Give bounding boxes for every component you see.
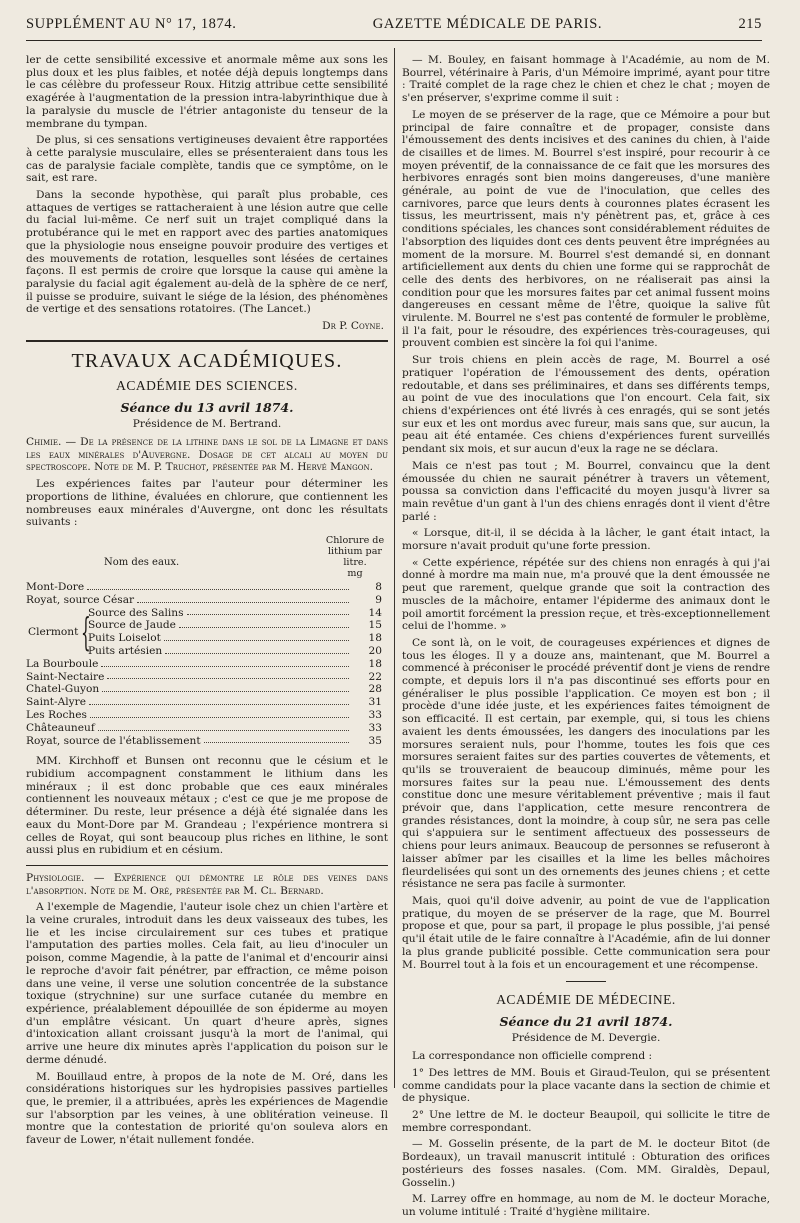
table-rows-after [26,658,388,748]
paragraph: Sur trois chiens en plein accès de rage, M. Bourrel a osé pratiquer l'opération de l'émoussement des dents, opération redoutable, et dans ses préliminaires, et dans ses différents temps, au point de vue des inoculations que l'on encourt. Cela fait, six chiens d'expériences ont été livrés à ces enragés, qui se sont jetés sur eux et les ont mordus avec fureur, mais sans que, sur aucun, la peau ait été entamée. Ces chiens d'expériences furent surveillés pendant six mois, et sur aucun d'eux la rage ne se déclara. [402,354,770,456]
paragraph: — M. Bouley, en faisant hommage à l'Académie, au nom de M. Bourrel, vétérinaire à Paris, d'un Mémoire imprimé, ayant pour titre : Traité complet de la rage chez le chien et chez le chat ; moyen de s'en préserver, s'exprime comme il suit : [402,54,771,105]
leader-dots [102,683,349,692]
table-row [26,722,388,735]
quote: « Cette expérience, répétée sur des chiens non enragés à qui j'ai donné à mordre ma main nue, m'a prouvé que la dent émoussée ne peut que rarement, quelque grande que soit la contraction des muscles de la mâchoire, entamer l'épiderme des animaux dont le poil amortit forcément la pression reçue, et très-exceptionnellement celui de l'homme. » [402,556,770,633]
header-rule [26,40,762,41]
paragraph: M. Bouillaud entre, à propos de la note de M. Oré, dans les considérations historiques sur les hydropisies passives partielles que, le premier, il a attribuées, après les expériences de Magendie sur l'absorption par les veines, à une oblitération veineuse. Il montre que la contestation de priorité qu'on souleva alors en faveur de Lower, n'était nullement fondée. [26,1070,388,1147]
paragraph: 1° Des lettres de MM. Bouis et Giraud-Teulon, qui se présentent comme candidats pour la place vacante dans la section de chimie et de physique. [402,1066,770,1105]
water-name: Royat, source de l'établissement [26,734,201,747]
lithium-value: 20 [368,644,382,657]
lithium-value: 28 [368,683,382,696]
table-row [26,581,388,594]
chimie-heading: Chimie. — De la présence de la lithine dans le sol de la Limagne et dans les eaux minérales d'Auvergne. Dosage de cet alcali au moyen du spectroscope. Note de M. P. Truchot, présentée par M. Hervé Mangon. [26,436,388,474]
clermont-group [26,607,388,658]
clermont-name: Clermont [28,626,79,639]
water-name: Saint-Alyre [26,696,86,709]
water-name: Puits Loiselot [88,632,161,645]
water-name: Puits artésien [88,644,163,657]
water-name: Royat, source César [26,593,135,606]
leader-dots [107,671,349,680]
paragraph: Mais, quoi qu'il doive advenir, au point de vue de l'application pratique, du moyen de se préserver de la rage, que M. Bourrel propose et que, pour sa part, il propage le plus possible, j'ai pensé qu'il était utile de le faire connaître à l'Académie, afin de lui donner la plus grande publicité possible. Cette communication sera pour M. Bourrel tout à la fois et un encouragement et une récompense. [402,895,770,971]
lithium-value: 33 [368,721,382,734]
right-column [402,54,770,1223]
leader-dots [164,632,349,641]
leader-dots [101,658,349,667]
water-name: Les Roches [26,708,87,721]
table-row [88,632,388,645]
page-header [26,16,762,38]
table-row [88,645,388,658]
paragraph: Les expériences faites par l'auteur pour déterminer les proportions de lithine, évaluées en chlorure, que contiennent les nombreuses eaux minérales d'Auvergne, ont donc les résultats suivants : [26,478,388,529]
water-name: Source de Jaude [88,619,176,632]
table-col-name: Nom des eaux. [104,556,180,568]
leader-dots [137,594,349,603]
lithium-value: 35 [368,734,382,747]
paragraph: Ce sont là, on le voit, de courageuses expériences et dignes de tous les éloges. Il y a douze ans, maintenant, que M. Bourrel a commencé à préconiser le procédé préventif dont je viens de rendre compte, et depuis lors il n'a pas discontinué ses efforts pour en généraliser le plus possible l'application. Ce moyen est bon ; il procède d'une idée juste, et les expériences faites témoignent de son efficacité. Il est certain, par exemple, qui, si tous les chiens avaient les dents émoussées, les dangers des inoculations par les morsures seraient nuls, pour l'homme, toutes les fois que ces morsures seraient faites sur des parties couvertes de vêtements, et qu'ils se trouveraient de beaucoup diminués, même pour les morsures faites sur la peau nue. L'émoussement des dents constitue donc une mesure véritablement préventive ; mais il faut prévoir que, dans l'application, cette mesure rencontrera de grandes résistances, dont la moindre, à coup sûr, ne sera pas celle qui s'appuiera sur le sentiment affectueux des possesseurs de chiens pour leurs animaux. Beaucoup de personnes se refuseront à laisser abîmer par les cisailles et la lime les belles mâchoires fleurdelisées qui sont un des ornements des jeunes chiens ; et cette résistance ne sera pas facile à surmonter. [402,636,771,891]
table-rows-before [26,581,388,607]
table-row [26,683,388,696]
leader-dots [89,696,349,705]
water-name: Saint-Nectaire [26,670,105,683]
section-separator [26,865,388,866]
paragraph: A l'exemple de Magendie, l'auteur isole chez un chien l'artère et la veine crurales, introduit dans les deux vaisseaux des tubes, les lie et les incise circulairement sur ces tubes et pratique l'amputation des parties molles. Cela fait, au lieu d'inoculer un poison, comme Magendie, à la patte de l'animal et d'encourir ainsi le reproche d'avoir fait pénétrer, par effraction, ce même poison dans une veine, il verse une solution concentrée de la substance toxique (strychnine) sur une surface cutanée du membre en expérience, préalablement dépouillée de son épiderme au moyen d'un emplâtre vésicant. Un quart d'heure après, signes d'intoxication allant croissant jusqu'à la mort de l'animal, qui arrive une heure dix minutes après l'application du poison sur le derme dénudé. [26,901,388,1066]
lithium-value: 18 [368,632,382,645]
leader-dots [165,645,349,654]
rubric-title: TRAVAUX ACADÉMIQUES. [71,350,343,373]
physio-heading: Physiologie. — Expérience qui démontre le rôle des veines dans l'absorption. Note de M. Oré, présentée par M. Cl. Bernard. [26,871,388,897]
paragraph: Dans la seconde hypothèse, qui paraît plus probable, ces attaques de vertiges se rattacheraient à une lésion autre que celle du facial lui-même. Ce nerf suit un trajet compliqué dans la protubérance qui le met en rapport avec des parties anatomiques que la physiologie nous enseigne pouvoir produire des vertiges et des mouvements de rotation, lesquelles sont lésées de certaines façons. Il est permis de croire que lorsque la cause qui amène la paralysie du facial agit également au-delà de la sphère de ce nerf, il puisse se produire, suivant le siége de la lésion, des phénomènes de vertige et des sensations rotatoires. (The Lancet.) [26,189,388,316]
lithium-value: 9 [375,593,382,606]
signature: Dr P. Coyne. [322,320,384,333]
lithium-value: 8 [375,580,382,593]
paragraph: M. Larrey offre en hommage, au nom de M. le docteur Morache, un volume intitulé : Traité d'hygiène militaire. [402,1193,770,1218]
header-supplement: SUPPLÉMENT AU N° 17, 1874. [26,16,237,32]
table-col-value [322,535,388,579]
brace-glyph: { [81,610,92,655]
lithium-value: 22 [368,670,382,683]
table-header [26,535,388,579]
left-column [26,54,388,1151]
section-separator [566,981,606,982]
table-row [26,709,388,722]
paragraph: Le moyen de se préserver de la rage, que ce Mémoire a pour but principal de faire connaître et de propager, consiste dans l'émoussement des dents incisives et des canines du chien, à l'aide de cisailles et de limes. M. Bourrel s'est inspiré, pour recourir à ce moyen préventif, de la connaissance de ce fait que les morsures des herbivores enragés sont bien moins dangereuses, d'une manière générale, au point de vue de l'inoculation, que celles des carnivores, parce que leurs dents à couronnes plates écrasent les tissus, les meurtrissent, mais n'y pénètrent pas, et, grâce à ces conditions spéciales, les chances sont considérablement réduites de l'absorption des liquides dont ces dents peuvent être imprégnées au moment de la morsure. M. Bourrel s'est demandé si, en donnant artificiellement aux dents du chien une forme qui se rapprochât de celle des dents des herbivores, on ne réaliserait pas ainsi la condition pour que les morsures faites par cet animal fussent moins dangereuses en cessant même de l'être, quoique la salive fût virulente. M. Bourrel ne s'est pas contenté de formuler le problème, il l'a fait, pour le résoudre, des expériences très-courageuses, qui prouvent combien est sincère la foi qui l'anime. [402,108,770,350]
leader-dots [204,735,349,744]
lithium-table [26,535,388,747]
section-separator [26,340,388,342]
table-row [26,671,388,684]
table-col-value-label: Chlorure de lithium par litre. [325,534,385,568]
clermont-label [26,607,92,658]
presidence: Présidence de M. Devergie. [511,1032,661,1045]
table-unit: mg [347,567,363,579]
water-name: La Bourboule [26,657,99,670]
leader-dots [187,607,349,616]
table-row [26,696,388,709]
water-name: Chatel-Guyon [26,683,100,696]
paragraph: Mais ce n'est pas tout ; M. Bourrel, convaincu que la dent émoussée du chien ne saurait pénétrer à travers un vêtement, poussa sa conviction dans l'efficacité du moyen jusqu'à livrer sa main revêtue d'un gant à l'un des chiens enragés dont il vient d'être parlé : [402,459,770,523]
header-journal-title: GAZETTE MÉDICALE DE PARIS. [372,16,603,32]
lithium-value: 18 [368,657,382,670]
water-name: Châteauneuf [26,721,95,734]
header-page-number: 215 [738,16,762,32]
academy-title: ACADÉMIE DE MÉDECINE. [496,992,676,1008]
leader-dots [87,581,349,590]
seance-date: Séance du 21 avril 1874. [499,1014,673,1030]
lithium-value: 15 [368,619,382,632]
paragraph: 2° Une lettre de M. le docteur Beaupoil, qui sollicite le titre de membre correspondant. [402,1109,770,1134]
seance-date: Séance du 13 avril 1874. [120,400,294,416]
column-divider [394,48,395,1088]
paragraph: De plus, si ces sensations vertigineuses devaient être rapportées à cette paralysie musculaire, elles se présenteraient dans tous les cas de paralysie faciale complète, tandis que ce symptôme, on le sait, est rare. [26,134,388,185]
lithium-value: 33 [368,708,382,721]
table-row [26,658,388,671]
lithium-value: 14 [368,606,382,619]
paragraph: ler de cette sensibilité excessive et anormale même aux sons les plus doux et les plus faibles, et notée déjà depuis longtemps dans le cas célèbre du professeur Roux. Hitzig attribue cette sensibilité exagérée à l'augmentation de la pression intra-labyrinthique due à la paralysie du muscle de l'étrier antagoniste du tenseur de la membrane du tympan. [26,54,388,130]
table-row [88,607,388,620]
leader-dots [179,619,349,628]
paragraph: — M. Gosselin présente, de la part de M. le docteur Bitot (de Bordeaux), un travail manuscrit intitulé : Obturation des orifices postérieurs des fosses nasales. (Com. MM. Giraldès, Depaul, Gosselin.) [402,1138,770,1189]
water-name: Mont-Dore [26,580,85,593]
leader-dots [90,709,349,718]
table-row [26,594,388,607]
table-row [88,619,388,632]
leader-dots [98,722,349,731]
quote: « Lorsque, dit-il, il se décida à la lâcher, le gant était intact, la morsure n'avait produit qu'une forte pression. [402,527,770,553]
paragraph: La correspondance non officielle comprend : [412,1050,653,1063]
presidence: Présidence de M. Bertrand. [132,418,282,431]
paragraph: MM. Kirchhoff et Bunsen ont reconnu que le césium et le rubidium accompagnent constamment le lithium dans les minéraux ; il est donc probable que ces eaux minérales contiennent les nouveaux métaux ; c'est ce que je me propose de déterminer. Du reste, leur présence a déjà été signalée dans les eaux du Mont-Dore par M. Grandeau ; l'expérience montrera si celles de Royat, qui sont beaucoup plus riches en lithine, le sont aussi plus en rubidium et en césium. [26,755,388,857]
lithium-value: 31 [368,696,382,709]
water-name: Source des Salins [88,606,184,619]
clermont-rows [88,607,388,658]
table-row [26,735,388,748]
academy-title: ACADÉMIE DES SCIENCES. [116,378,298,394]
